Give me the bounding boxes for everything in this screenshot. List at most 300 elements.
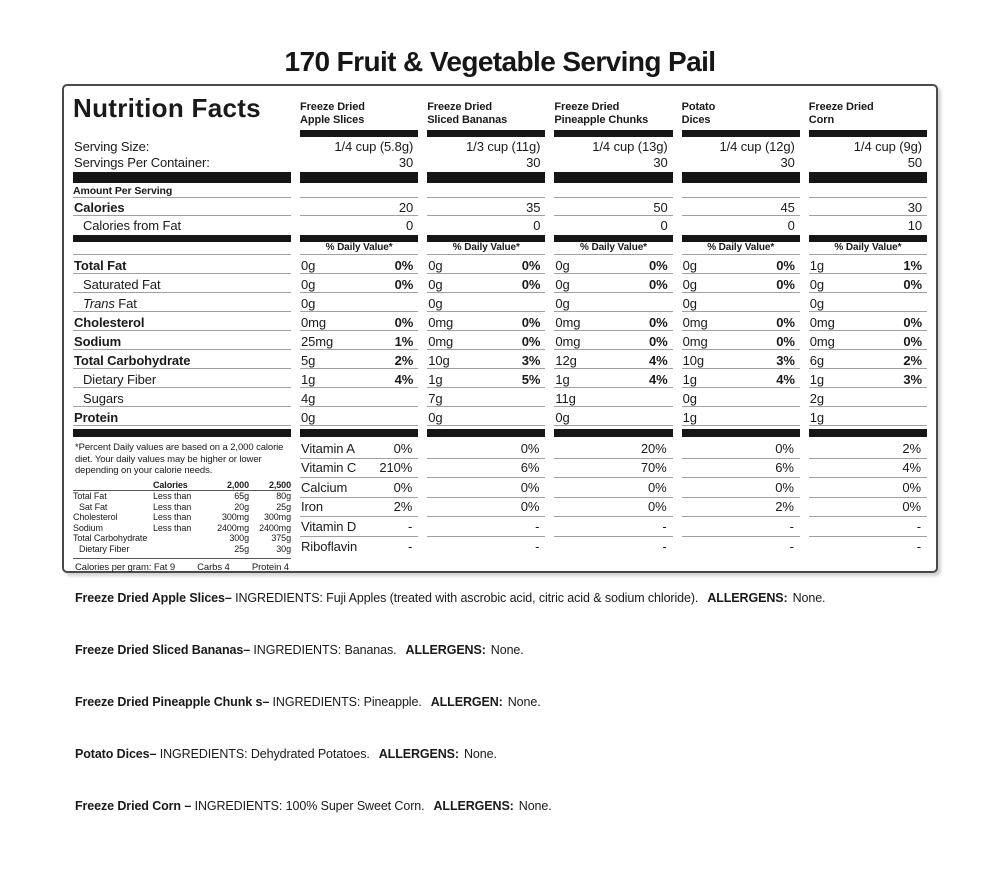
nutrient-cell xyxy=(427,315,545,331)
nutrient-amount: 0g xyxy=(428,296,443,311)
rule-cell xyxy=(300,197,418,198)
vitamin-value: 0% xyxy=(902,479,921,495)
ingredient-product-name: Freeze Dried Pineapple Chunk s– xyxy=(75,695,270,709)
footnote-col3: 2400mg xyxy=(217,522,249,533)
vitamin-row xyxy=(300,478,418,498)
daily-value-header: % Daily Value* xyxy=(427,242,545,255)
vitamin-row xyxy=(682,439,800,459)
serving-size-value: 1/4 cup (5.8g) xyxy=(334,139,414,154)
vitamin-value: - xyxy=(789,539,794,554)
nutrient-cell xyxy=(554,315,672,331)
calories-from-fat-value: 0 xyxy=(660,218,668,233)
footnote-col1: Dietary Fiber xyxy=(79,544,130,555)
nutrient-amount: 10g xyxy=(428,353,450,368)
product-name-line: Dices xyxy=(681,113,711,126)
nutrient-amount: 12g xyxy=(555,353,577,368)
nutrient-row-cholesterol xyxy=(73,312,927,331)
vitamin-column-apple xyxy=(300,439,418,556)
nutrient-amount: 1g xyxy=(809,372,825,387)
ingredient-product-name: Freeze Dried Sliced Bananas– xyxy=(75,643,251,657)
header-bar xyxy=(427,130,545,137)
calories-per-gram-row xyxy=(73,558,291,573)
vitamin-row xyxy=(427,498,545,518)
calories-value: 35 xyxy=(427,200,545,216)
allergens-label: ALLERGENS: xyxy=(433,799,514,813)
nutrient-label: Cholesterol xyxy=(73,315,291,331)
vitamin-row xyxy=(300,498,418,518)
calories-value: 30 xyxy=(809,200,927,216)
nutrient-label xyxy=(73,296,291,312)
vitamin-value: - xyxy=(535,518,540,534)
nutrient-dv: 0% xyxy=(776,334,795,349)
nutrient-cell xyxy=(682,353,800,369)
nutrient-label-italic: Trans xyxy=(83,296,115,311)
nutrient-cell xyxy=(809,372,927,388)
separator-bar xyxy=(809,429,927,437)
ingredient-line-banana xyxy=(75,643,960,657)
nutrient-dv: 0% xyxy=(521,277,541,292)
servings-value: 50 xyxy=(907,155,922,170)
vitamin-row xyxy=(682,459,800,479)
vitamin-value: - xyxy=(407,518,413,534)
nutrient-dv: 0% xyxy=(649,277,668,292)
nutrient-cell xyxy=(300,372,418,388)
vitamin-label: Vitamin D xyxy=(301,518,357,534)
nutrient-row-protein xyxy=(73,407,927,426)
nutrient-dv: 1% xyxy=(394,334,414,349)
vitamin-value: 0% xyxy=(648,479,667,495)
vitamin-value: 4% xyxy=(902,460,921,475)
footnote-table xyxy=(73,480,291,555)
vitamin-row xyxy=(554,537,672,557)
separator-bar xyxy=(682,235,800,242)
amount-per-serving-row xyxy=(73,183,927,198)
allergens-value: None. xyxy=(464,747,497,761)
separator-bar xyxy=(554,235,672,242)
product-header-corn xyxy=(809,91,927,137)
vitamin-row xyxy=(427,478,545,498)
calories-per-gram-carbs: Carbs 4 xyxy=(197,561,230,573)
nutrient-dv: 2% xyxy=(903,353,922,368)
serving-size-value: 1/4 cup (9g) xyxy=(853,139,922,154)
footnote-table-row xyxy=(73,523,291,534)
vitamin-value: - xyxy=(535,539,540,554)
vitamin-row xyxy=(554,498,672,518)
vitamin-value: 2% xyxy=(902,440,921,456)
nutrient-dv: 0% xyxy=(394,258,414,273)
nutrient-dv: 4% xyxy=(649,372,668,387)
nutrient-amount: 1g xyxy=(301,372,316,387)
calories-value: 20 xyxy=(300,200,418,216)
daily-value-header: % Daily Value* xyxy=(300,242,418,255)
footnote-col3: 2,000 xyxy=(226,479,249,490)
nutrient-cell xyxy=(554,372,672,388)
ingredient-line-corn xyxy=(75,799,960,813)
vitamin-value: 2% xyxy=(393,499,413,514)
nutrient-label: Saturated Fat xyxy=(73,277,291,293)
nutrient-cell xyxy=(427,391,545,407)
vitamin-label: Iron xyxy=(301,499,324,514)
ingredient-text: INGREDIENTS: 100% Super Sweet Corn. xyxy=(191,799,425,813)
calories-per-gram-label: Calories per gram: Fat 9 xyxy=(75,561,176,573)
separator-bar xyxy=(73,172,291,183)
vitamin-value: 0% xyxy=(393,479,413,495)
nutrient-label: Sodium xyxy=(73,334,291,350)
nutrient-amount: 0g xyxy=(555,277,570,292)
vitamin-row xyxy=(427,517,545,537)
footnote-col1: Total Carbohydrate xyxy=(73,533,148,544)
nutrient-cell xyxy=(300,410,418,426)
nutrient-dv: 0% xyxy=(521,334,541,349)
footnote-col2: Less than xyxy=(153,512,192,523)
daily-value-header: % Daily Value* xyxy=(682,242,800,255)
nutrient-dv: 4% xyxy=(394,372,414,387)
nutrient-row-trans-fat xyxy=(73,293,927,312)
footnote-col1: Sodium xyxy=(73,522,103,533)
vitamin-row xyxy=(682,478,800,498)
nutrient-dv: 3% xyxy=(903,372,922,387)
separator-bar xyxy=(427,429,545,437)
nutrient-cell xyxy=(427,334,545,350)
nutrient-cell xyxy=(300,296,418,312)
nutrient-dv: 0% xyxy=(776,315,795,330)
nutrient-amount: 0g xyxy=(682,296,697,311)
footnote-col4: 30g xyxy=(276,544,291,555)
nutrient-dv: 0% xyxy=(776,258,795,273)
nutrient-cell xyxy=(809,277,927,293)
nutrient-cell xyxy=(809,410,927,426)
vitamin-row xyxy=(554,459,672,479)
vitamin-value: 2% xyxy=(775,499,794,514)
nutrient-dv: 0% xyxy=(903,334,922,349)
ingredient-text: INGREDIENTS: Bananas. xyxy=(250,643,397,657)
footnote-col4: 25g xyxy=(276,501,291,512)
calories-from-fat-value: 0 xyxy=(533,218,541,233)
nutrient-cell xyxy=(809,258,927,274)
page-title: 170 Fruit & Vegetable Serving Pail xyxy=(284,46,716,77)
serving-size-row xyxy=(73,137,927,154)
product-header-pineapple xyxy=(554,91,672,137)
footnote-col2: Less than xyxy=(153,501,192,512)
nutrient-row-sodium xyxy=(73,331,927,350)
vitamin-label: Vitamin C xyxy=(301,460,357,475)
vitamin-column-potato xyxy=(682,439,800,556)
nutrient-cell xyxy=(682,372,800,388)
nutrient-amount: 5g xyxy=(301,353,316,368)
ingredient-product-name: Freeze Dried Apple Slices– xyxy=(75,591,232,605)
vitamin-row xyxy=(554,517,672,537)
header-bar xyxy=(682,130,800,137)
vitamin-value: - xyxy=(662,518,667,534)
nutrient-cell xyxy=(427,410,545,426)
nutrient-amount: 1g xyxy=(682,372,697,387)
nutrient-amount: 11g xyxy=(555,391,576,406)
nutrient-amount: 0g xyxy=(555,258,570,273)
nutrient-dv: 0% xyxy=(394,277,414,292)
vitamin-value: 210% xyxy=(379,460,413,475)
nutrient-cell xyxy=(300,334,418,350)
nutrient-amount: 25mg xyxy=(301,334,334,349)
separator-bar-row xyxy=(73,172,927,183)
separator-bar xyxy=(73,429,291,437)
rule-cell xyxy=(554,197,672,198)
nutrient-amount: 0g xyxy=(428,410,443,425)
nutrient-cell xyxy=(554,334,672,350)
nutrient-cell xyxy=(427,277,545,293)
nutrient-cell xyxy=(809,296,927,312)
nutrient-cell xyxy=(427,353,545,369)
nutrient-dv: 0% xyxy=(649,334,668,349)
serving-size-value: 1/3 cup (11g) xyxy=(466,139,541,154)
allergens-label: ALLERGENS: xyxy=(405,643,486,657)
separator-bar-row xyxy=(73,429,927,437)
nutrient-amount: 0mg xyxy=(809,315,835,330)
nutrient-row-total-carbohydrate xyxy=(73,350,927,369)
nutrient-cell xyxy=(300,277,418,293)
vitamin-row xyxy=(300,537,418,557)
product-name-line: Freeze Dried xyxy=(427,101,493,113)
allergens-value: None. xyxy=(518,799,552,813)
vitamin-value: 0% xyxy=(520,499,540,514)
calories-from-fat-value: 0 xyxy=(406,218,414,233)
vitamin-value: 70% xyxy=(640,460,667,475)
footnote-table-row xyxy=(73,544,291,555)
nutrient-cell xyxy=(554,258,672,274)
nutrient-dv: 0% xyxy=(903,315,922,330)
calories-from-fat-label: Calories from Fat xyxy=(83,218,181,233)
ingredient-line-apple xyxy=(75,591,960,605)
rule-cell xyxy=(427,197,545,198)
vitamin-row xyxy=(682,517,800,537)
vitamin-row xyxy=(809,517,927,537)
header-bar xyxy=(554,130,672,137)
nutrient-amount: 1g xyxy=(428,372,443,387)
vitamin-value: 0% xyxy=(520,440,540,456)
separator-bar xyxy=(73,235,291,242)
nutrient-cell xyxy=(809,391,927,407)
nutrient-cell xyxy=(427,258,545,274)
footnote-col1 xyxy=(73,480,153,491)
nutrient-cell xyxy=(300,353,418,369)
separator-bar xyxy=(300,235,418,242)
vitamin-row xyxy=(682,537,800,557)
nutrient-cell xyxy=(554,391,672,407)
nutrient-cell xyxy=(809,353,927,369)
vitamin-row xyxy=(809,498,927,518)
vitamin-row xyxy=(682,498,800,518)
nutrient-cell xyxy=(427,372,545,388)
servings-per-container-label: Servings Per Container: xyxy=(74,155,210,170)
servings-value: 30 xyxy=(780,155,795,170)
vitamin-row xyxy=(554,478,672,498)
bottom-section xyxy=(73,439,927,573)
nutrient-dv: 2% xyxy=(394,353,414,368)
separator-bar xyxy=(809,172,927,183)
vitamin-row xyxy=(554,439,672,459)
nutrient-dv: 3% xyxy=(776,353,795,368)
footnote-text: *Percent Daily values are based on a 2,000 calorie diet. Your daily values may be higher or lower depending on your calorie needs. xyxy=(75,442,284,476)
vitamin-label: Riboflavin xyxy=(301,539,358,554)
product-header-potato xyxy=(682,91,800,137)
vitamin-row xyxy=(809,459,927,479)
nutrient-cell xyxy=(682,277,800,293)
nutrient-amount: 0mg xyxy=(555,334,581,349)
vitamin-column-pineapple xyxy=(554,439,672,556)
product-name-line: Corn xyxy=(808,113,835,126)
nutrient-label: Sugars xyxy=(73,391,291,407)
product-header-banana xyxy=(427,91,545,137)
ingredient-text: INGREDIENTS: Pineapple. xyxy=(269,695,422,709)
allergens-label: ALLERGEN: xyxy=(430,695,503,709)
footnote-col2: Less than xyxy=(153,522,192,533)
amount-per-serving-label: Amount Per Serving xyxy=(73,185,291,198)
nutrient-amount: 0g xyxy=(682,391,697,406)
product-name-line: Freeze Dried xyxy=(808,101,874,113)
nutrient-amount: 0g xyxy=(809,277,825,292)
vitamin-row xyxy=(427,459,545,479)
servings-value: 30 xyxy=(653,155,668,170)
footnote xyxy=(73,439,291,573)
nutrient-amount: 4g xyxy=(301,391,316,406)
footnote-col4: 375g xyxy=(271,533,291,544)
nutrient-cell xyxy=(809,315,927,331)
vitamin-value: 6% xyxy=(775,460,794,475)
nutrient-amount: 1g xyxy=(809,410,825,425)
nutrient-amount: 0g xyxy=(555,296,570,311)
nutrient-row-sugars xyxy=(73,388,927,407)
vitamin-value: 0% xyxy=(775,440,794,456)
vitamin-row xyxy=(427,537,545,557)
ingredient-product-name: Freeze Dried Corn – xyxy=(75,799,192,813)
footnote-col3: 300mg xyxy=(221,512,249,523)
rule-cell xyxy=(73,254,291,255)
vitamin-row xyxy=(427,439,545,459)
footnote-col3: 25g xyxy=(234,544,249,555)
separator-bar xyxy=(427,235,545,242)
product-name-line: Apple Slices xyxy=(300,113,365,126)
footnote-col2 xyxy=(153,533,203,544)
footnote-col3: 20g xyxy=(234,501,249,512)
calories-from-fat-value: 0 xyxy=(787,218,795,233)
footnote-table-row xyxy=(73,533,291,544)
ingredient-line-pineapple xyxy=(75,695,960,709)
nutrient-cell xyxy=(300,315,418,331)
allergens-value: None. xyxy=(490,643,524,657)
servings-per-container-row xyxy=(73,154,927,170)
nutrient-dv: 0% xyxy=(649,258,668,273)
ingredient-text: INGREDIENTS: Fuji Apples (treated with ascrobic acid, citric acid & sodium chloride). xyxy=(231,591,699,605)
separator-bar xyxy=(554,172,672,183)
nutrient-dv: 0% xyxy=(776,277,795,292)
ingredients-section xyxy=(75,591,960,851)
footnote-col4: 300mg xyxy=(263,512,291,523)
nutrient-label-rest: Fat xyxy=(114,296,137,311)
nutrient-cell xyxy=(682,334,800,350)
footnote-table-row xyxy=(73,502,291,513)
nutrient-amount: 0g xyxy=(301,277,316,292)
footnote-col1: Total Fat xyxy=(73,491,107,502)
serving-size-value: 1/4 cup (12g) xyxy=(719,139,795,154)
product-name-line: Freeze Dried xyxy=(554,101,620,113)
footnote-table-header xyxy=(73,480,291,492)
separator-bar-row xyxy=(73,235,927,242)
daily-value-header-row xyxy=(73,242,927,255)
vitamin-value: - xyxy=(916,539,921,554)
nutrient-cell xyxy=(682,391,800,407)
servings-value: 30 xyxy=(526,155,541,170)
nutrient-amount: 0g xyxy=(301,410,316,425)
footnote-col3: 65g xyxy=(234,491,249,502)
separator-bar xyxy=(809,235,927,242)
footnote-col3: 300g xyxy=(229,533,249,544)
nutrient-amount: 0mg xyxy=(682,315,708,330)
vitamin-value: 0% xyxy=(775,479,794,495)
vitamin-value: 0% xyxy=(648,499,667,514)
vitamin-row xyxy=(300,459,418,479)
nutrient-amount: 7g xyxy=(428,391,443,406)
footnote-col2 xyxy=(153,544,203,555)
product-name-line: Sliced Bananas xyxy=(427,113,508,126)
nutrient-amount: 0mg xyxy=(301,315,326,330)
rule-cell xyxy=(809,197,927,198)
nutrient-dv: 4% xyxy=(776,372,795,387)
footnote-col1: Sat Fat xyxy=(79,501,108,512)
nutrient-amount: 0g xyxy=(682,258,697,273)
separator-bar xyxy=(682,172,800,183)
nutrient-dv: 0% xyxy=(903,277,922,292)
vitamin-value: - xyxy=(789,518,794,534)
nutrient-cell xyxy=(554,410,672,426)
nutrient-label: Total Carbohydrate xyxy=(73,353,291,369)
footnote-col1: Cholesterol xyxy=(73,512,118,523)
nutrient-amount: 0g xyxy=(301,296,316,311)
vitamin-row xyxy=(809,537,927,557)
nutrient-cell xyxy=(554,277,672,293)
nutrient-amount: 0mg xyxy=(428,334,454,349)
nutrient-amount: 0mg xyxy=(809,334,835,349)
nutrient-cell xyxy=(682,315,800,331)
nutrient-dv: 0% xyxy=(521,258,541,273)
header-bar xyxy=(300,130,418,137)
calories-from-fat-value: 10 xyxy=(907,218,922,233)
footnote-col4: 2400mg xyxy=(259,522,291,533)
nutrient-amount: 1g xyxy=(809,258,825,273)
calories-row xyxy=(73,198,927,216)
nutrient-amount: 0mg xyxy=(682,334,708,349)
header-bar xyxy=(809,130,927,137)
nutrient-cell xyxy=(682,258,800,274)
nutrient-dv: 3% xyxy=(521,353,541,368)
separator-bar xyxy=(554,429,672,437)
nutrient-label: Dietary Fiber xyxy=(73,372,291,388)
nutrient-amount: 0g xyxy=(428,258,443,273)
vitamin-value: 0% xyxy=(902,499,921,514)
ingredient-product-name: Potato Dices– xyxy=(75,747,157,761)
nutrient-dv: 0% xyxy=(649,315,668,330)
nutrient-amount: 0g xyxy=(809,296,825,311)
nutrient-amount: 0g xyxy=(555,410,570,425)
vitamin-row xyxy=(809,478,927,498)
calories-per-gram-protein: Protein 4 xyxy=(251,561,289,573)
nutrient-amount: 2g xyxy=(809,391,825,406)
footnote-table-row xyxy=(73,512,291,523)
separator-bar xyxy=(427,172,545,183)
vitamin-column-corn xyxy=(809,439,927,556)
nutrient-amount: 0mg xyxy=(555,315,581,330)
nutrient-amount: 1g xyxy=(555,372,570,387)
vitamin-row xyxy=(300,439,418,459)
vitamin-value: - xyxy=(662,539,667,554)
